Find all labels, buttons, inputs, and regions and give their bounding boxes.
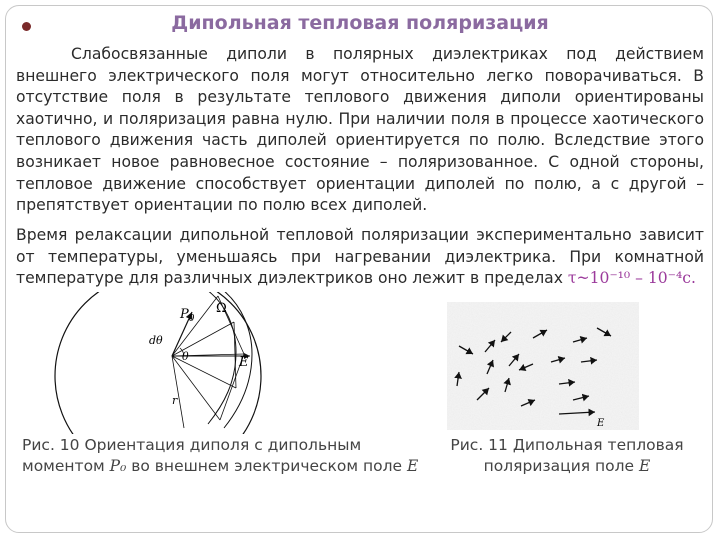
slide-title: Дипольная тепловая поляризация <box>171 12 549 34</box>
paragraph-2 <box>16 225 704 290</box>
figure-10-caption: Рис. 10 Ориентация диполя с дипольным моментом P₀ во внешнем электрическом поле E <box>22 436 419 475</box>
omega-label: Ω <box>216 301 227 316</box>
e-field-label: E <box>597 418 605 429</box>
radius-line <box>172 356 184 428</box>
dipole-orientation-diagram <box>32 292 302 434</box>
radius-label: r <box>172 394 178 407</box>
dtheta-label: dθ <box>149 334 163 347</box>
paragraph-2-text: Время релаксации дипольной тепловой поляризации экспериментально зависит от температуры, уменьшаясь при нагревании диэлектрика. При комнатной температуре для различных диэлектриков оно лежит в пределах <box>16 226 704 288</box>
field-symbol: E <box>639 457 651 475</box>
p0-label: $P_0$ <box>180 307 195 324</box>
field-symbol: E <box>407 457 419 475</box>
dipole-polarization-diagram <box>447 302 639 430</box>
dipole-moment-symbol: P₀ <box>109 457 127 475</box>
relaxation-time-formula: τ~10⁻¹⁰ – 10⁻⁴с. <box>567 269 696 288</box>
theta-label: θ <box>182 350 189 363</box>
paragraph-1: Слабосвязанные диполи в полярных диэлектриках под действием внешнего электрического поля могут относительно легко поворачиваться. В отсутствие поля в результате теплового движения диполи ориентированы хаотично, и поляризация равна нулю. При наличии поля в процессе хаотического теплового движения часть диполей ориентируется по полю. Вследствие этого возникает новое равновесное состояние – поляризованное. С одной стороны, тепловое движение способствует ориентации диполей по полю, а с другой – препятствует ориентации по полю всех диполей. <box>16 45 704 215</box>
sphere-outline <box>55 292 261 434</box>
e-field-label: E <box>239 355 249 370</box>
figure-11-caption: Рис. 11 Дипольная тепловая поляризация поле E <box>450 436 684 475</box>
